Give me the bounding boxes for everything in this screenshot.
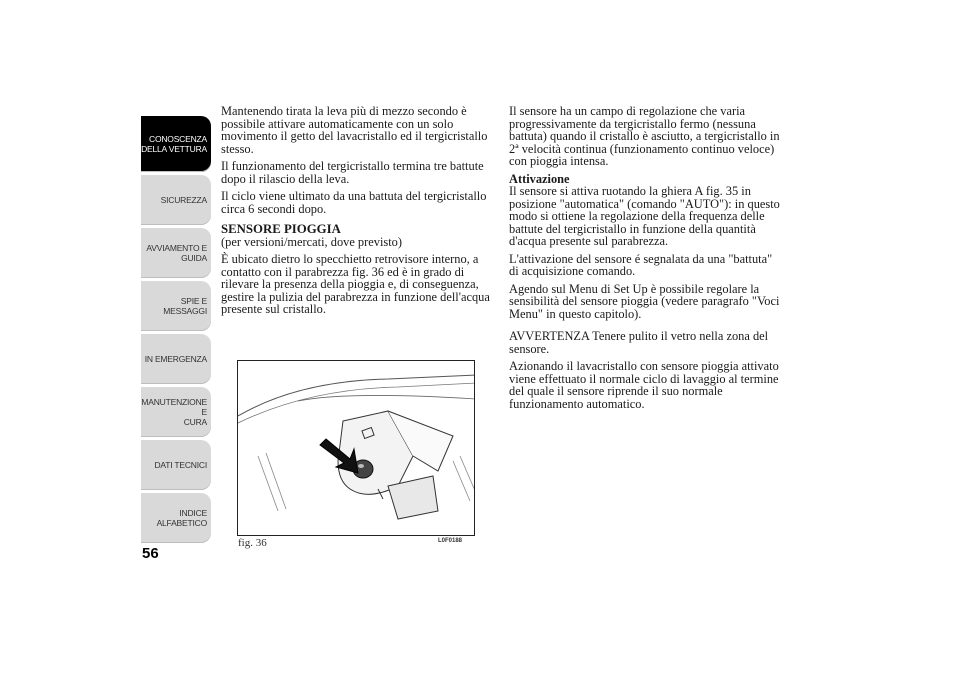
tab-label: CONOSCENZA DELLA VETTURA — [141, 134, 207, 154]
figure-code: L0F0188 — [438, 538, 463, 544]
paragraph: Il ciclo viene ultimato da una battuta del tergicristallo circa 6 secondi dopo. — [221, 189, 487, 216]
chapter-tabs — [141, 116, 211, 546]
subheading-attivazione: Attivazione — [509, 171, 570, 186]
paragraph: Il funzionamento del tergicristallo termina tre battute dopo il rilascio della leva. — [221, 159, 484, 186]
tab-sicurezza[interactable] — [141, 175, 211, 225]
tab-label: INDICE ALFABETICO — [156, 508, 207, 528]
paragraph: Il sensore ha un campo di regolazione che varia progressivamente da tergicristallo fermo (nessuna battuta) quando il cristallo è asciutto, a tergicristallo in 2ª velocità continua (funzionamento continuo veloce) con pioggia intensa. — [509, 104, 780, 168]
section-heading: SENSORE PIOGGIA — [221, 222, 341, 236]
paragraph: Il sensore si attiva ruotando la ghiera A fig. 35 in posizione "automatica" (comando "AUTO"): in questo modo si ottiene la regolazione della frequenza delle battute del tergicristallo in funzione della quantità d'acqua presente sul parabrezza. — [509, 184, 780, 248]
tab-spie-e-messaggi[interactable] — [141, 281, 211, 331]
tab-in-emergenza[interactable] — [141, 334, 211, 384]
tab-dati-tecnici[interactable] — [141, 440, 211, 490]
figure-caption: fig. 36 — [238, 537, 267, 549]
tab-indice-alfabetico[interactable] — [141, 493, 211, 543]
page-number: 56 — [142, 545, 159, 562]
tab-label: AVVIAMENTO E GUIDA — [146, 243, 207, 263]
paragraph: Mantenendo tirata la leva più di mezzo secondo è possibile attivare automaticamente con un solo movimento il getto del lavacristallo ed il tergicristallo stesso. — [221, 104, 488, 156]
tab-avviamento-e-guida[interactable] — [141, 228, 211, 278]
tab-label: IN EMERGENZA — [144, 354, 207, 364]
warning-paragraph: AVVERTENZA Tenere pulito il vetro nella zona del sensore. — [509, 329, 769, 356]
paragraph: Agendo sul Menu di Set Up è possibile regolare la sensibilità del sensore pioggia (vedere paragrafo "Voci Menu" in questo capitolo). — [509, 281, 780, 321]
tab-manutenzione-e-cura[interactable] — [141, 387, 211, 437]
paragraph: È ubicato dietro lo specchietto retrovisore interno, a contatto con il parabrezza fig. 36 ed è in grado di rilevare la presenza della pioggia e, di conseguenza, gestire la pulizia del parabrezza in funzione dell'acqua presente sul cristallo. — [221, 252, 490, 316]
paragraph: Azionando il lavacristallo con sensore pioggia attivato viene effettuato il normale ciclo di lavaggio al termine del quale il sensore riprende il suo normale funzionamento automatico. — [509, 359, 779, 411]
figure-rain-sensor — [237, 360, 475, 536]
right-column — [509, 105, 784, 415]
tab-label: SICUREZZA — [160, 195, 207, 205]
tab-label: MANUTENZIONE E CURA — [141, 397, 207, 427]
tab-label: DATI TECNICI — [154, 460, 207, 470]
tab-conoscenza-della-vettura[interactable] — [141, 116, 211, 172]
tab-label: SPIE E MESSAGGI — [163, 296, 207, 316]
paragraph: L'attivazione del sensore é segnalata da una "battuta" di acquisizione comando. — [509, 251, 773, 278]
left-column — [221, 105, 496, 321]
rain-sensor-illustration — [238, 361, 475, 536]
section-subheading: (per versioni/mercati, dove previsto) — [221, 234, 402, 249]
